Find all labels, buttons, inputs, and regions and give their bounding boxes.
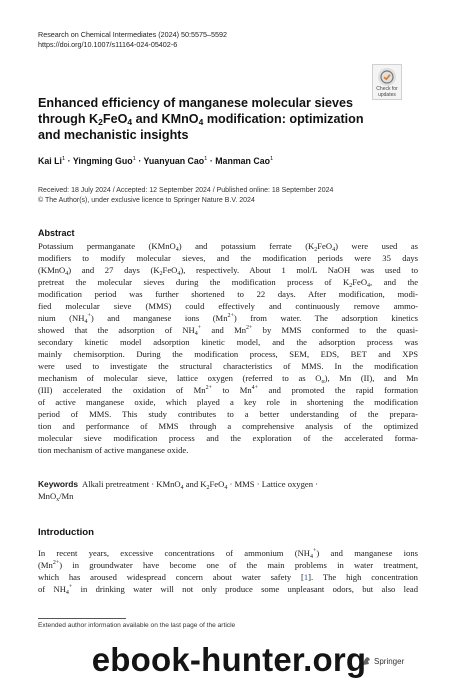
introduction-line [38, 559, 418, 571]
keyword-text: and K [183, 479, 207, 489]
check-for-updates-icon [378, 68, 396, 86]
keyword-text: · MMS · Lattice oxygen · [227, 479, 319, 489]
text-segment: in drinking water will not only produce some unpleasant odors, but also lead [72, 584, 418, 594]
introduction-body [38, 547, 418, 595]
text-segment: 4 [65, 271, 69, 277]
publisher-name: Springer [374, 656, 405, 666]
keyword-text: Alkali pretreatment · KMnO [82, 479, 181, 489]
text-segment: period of MMS. This study contributes to a better understanding of the prepara- [38, 409, 418, 419]
text-segment: (III) accelerated the oxidation of Mn [38, 385, 206, 395]
journal-header [38, 30, 227, 50]
abstract-line [38, 420, 418, 432]
abstract-line [38, 396, 418, 408]
text-segment: 4 [332, 247, 336, 253]
publication-dates [38, 186, 333, 206]
abstract-heading: Abstract [38, 228, 75, 238]
text-segment: ) and manganese ions (Mn [90, 313, 228, 323]
abstract-body [38, 240, 418, 456]
text-segment: which has aroused widespread concern about water safety [ [38, 572, 304, 582]
text-segment: 4 [194, 331, 198, 337]
text-segment: (KMnO [38, 265, 66, 275]
text-segment: ) from water. The adsorption kinetics [233, 313, 419, 323]
text-segment: 4 [84, 319, 88, 325]
author-name[interactable]: Manman Cao [215, 156, 270, 166]
abstract-line [38, 372, 418, 384]
footnote-divider [38, 618, 126, 619]
text-segment: were used to investigate the structural characteristics of MMS. In the modification [38, 361, 418, 371]
abstract-line [38, 324, 418, 336]
abstract-line [38, 264, 418, 276]
text-segment: 2+ [246, 325, 253, 331]
text-segment: 2+ [52, 560, 60, 566]
keyword-text: x [56, 497, 60, 503]
author-list: Kai $Li^1$ · Yingming Guo$^1$ · Yuanyuan Cao$^1$ · Manman Cao$^1$ [38, 156, 274, 166]
keyword-text: 4 [180, 485, 184, 491]
text-segment: 4 [175, 247, 179, 253]
text-segment: + [313, 548, 317, 554]
check-for-updates-badge[interactable] [372, 64, 402, 100]
abstract-line [38, 348, 418, 360]
text-segment: Potassium permanganate (KMnO [38, 241, 176, 251]
text-segment: 4 [65, 590, 69, 596]
keyword-text: 2 [206, 485, 210, 491]
keyword-text: MnO [38, 491, 57, 501]
keyword-text: /Mn [59, 491, 74, 501]
text-segment: 4 [177, 271, 181, 277]
keywords-label: Keywords [38, 479, 79, 489]
text-segment: ), Mn (II), and Mn [324, 373, 419, 383]
text-segment: ), respectively. About 1 mol/L NaOH was used to [180, 265, 418, 275]
keyword-text: 4 [224, 485, 228, 491]
text-segment: ) and potassium ferrate (K [178, 241, 315, 251]
introduction-line [38, 547, 418, 559]
author-name[interactable]: Yingming Guo [72, 156, 133, 166]
citation-link[interactable]: 1 [303, 572, 309, 582]
text-segment: molecular sieve modification process and the exploration of the accelerated forma- [38, 433, 418, 443]
author-name[interactable]: Kai Li [38, 156, 62, 166]
text-segment: ) and 27 days (K [68, 265, 160, 275]
text-segment: α [321, 379, 325, 385]
text-segment: 2 [349, 283, 353, 289]
copyright-line: © The Author(s), under exclusive licence to Springer Nature B.V. 2024 [38, 197, 255, 204]
footnote: Extended author information available on the last page of the article [38, 622, 236, 629]
introduction-heading: Introduction [38, 527, 94, 538]
keyword-text: FeO [209, 479, 225, 489]
text-segment: 2 [314, 247, 318, 253]
keywords-block [38, 478, 418, 502]
text-segment: , and the [370, 277, 419, 287]
text-segment: + [87, 313, 91, 319]
text-segment: by MMS conformed to the quasi- [252, 325, 418, 335]
text-segment: secondary kinetic model adsorption kinetic model, and the adsorption process was [38, 337, 418, 347]
text-segment: (Mn [38, 560, 53, 570]
keywords-list [82, 479, 318, 489]
text-segment: ) in groundwater have become one of the main problems in water treatment, [59, 560, 418, 570]
text-segment: pretreat the molecular sieves during the modification process of K [38, 277, 350, 287]
text-segment: 4+ [251, 385, 259, 391]
text-segment: 4 [367, 283, 371, 289]
text-segment: tion mechanism of active manganese oxide. [38, 445, 189, 455]
text-segment: mainly chemisorption. During the modification process, SEM, EDS, BET and XPS [38, 349, 418, 359]
text-segment: In recent years, excessive concentrations of ammonium (NH [38, 548, 310, 558]
text-segment: tion and performance of MMS through a comprehensive analysis of the optimized [38, 421, 418, 431]
abstract-line [38, 432, 418, 444]
doi-link[interactable]: https://doi.org/10.1007/s11164-024-05402-6 [38, 40, 178, 49]
text-segment: ]. The high concentration [308, 572, 418, 582]
abstract-line [38, 312, 418, 324]
text-segment: and promoted the rapid formation [258, 385, 418, 395]
abstract-line [38, 300, 418, 312]
abstract-line [38, 360, 418, 372]
history-dates: Received: 18 July 2024 / Accepted: 12 September 2024 / Published online: 18 September 2024 [38, 187, 334, 194]
text-segment: fied molecular sieve (MMS) could effectively and continuously remove ammo- [38, 301, 418, 311]
abstract-line [38, 276, 418, 288]
text-segment: showed that the adsorption of NH [38, 325, 195, 335]
text-segment: and Mn [201, 325, 247, 335]
text-segment: nium (NH [38, 313, 85, 323]
abstract-line [38, 336, 418, 348]
abstract-line [38, 444, 418, 456]
abstract-line [38, 288, 418, 300]
abstract-line [38, 384, 418, 396]
text-segment: 2+ [227, 313, 234, 319]
text-segment: + [197, 325, 202, 331]
keywords-list-continued [38, 490, 418, 502]
text-segment: FeO [317, 241, 333, 251]
text-segment: ) were used as [335, 241, 418, 251]
text-segment: to Mn [211, 385, 252, 395]
text-segment: mechanism of molecular sieve, lattice oxygen (referred to as O [38, 373, 322, 383]
abstract-line [38, 408, 418, 420]
abstract-line [38, 252, 418, 264]
text-segment: ) and manganese ions [316, 548, 418, 558]
watermark-text: ebook-hunter.org [91, 641, 367, 678]
text-segment: + [68, 584, 73, 590]
introduction-line [38, 571, 418, 583]
abstract-line [38, 240, 418, 252]
text-segment: modification period was further shortened to 22 days. After modification, modi- [38, 289, 418, 299]
author-name[interactable]: Yuanyuan Cao [143, 156, 205, 166]
text-segment: 2 [159, 271, 163, 277]
journal-citation: Research on Chemical Intermediates (2024) 50:5575–5592 [38, 30, 227, 39]
text-segment: 2+ [205, 385, 212, 391]
text-segment: FeO [352, 277, 368, 287]
article-title: Enhanced efficiency of manganese molecular sieves through $K_2FeO_4$ and KMnO$_4$ modification: optimization and mechanistic insights [38, 96, 364, 142]
introduction-line [38, 583, 418, 595]
text-segment: of active manganese oxide, which played a key role in shortening the modification [38, 397, 418, 407]
check-for-updates-label: Check for updates [376, 86, 398, 98]
text-segment: modifiers to modify molecular sieves, and the modification periods were 35 days [38, 253, 418, 263]
text-segment: of NH [38, 584, 66, 594]
text-segment: 4 [310, 554, 313, 560]
text-segment: FeO [162, 265, 178, 275]
